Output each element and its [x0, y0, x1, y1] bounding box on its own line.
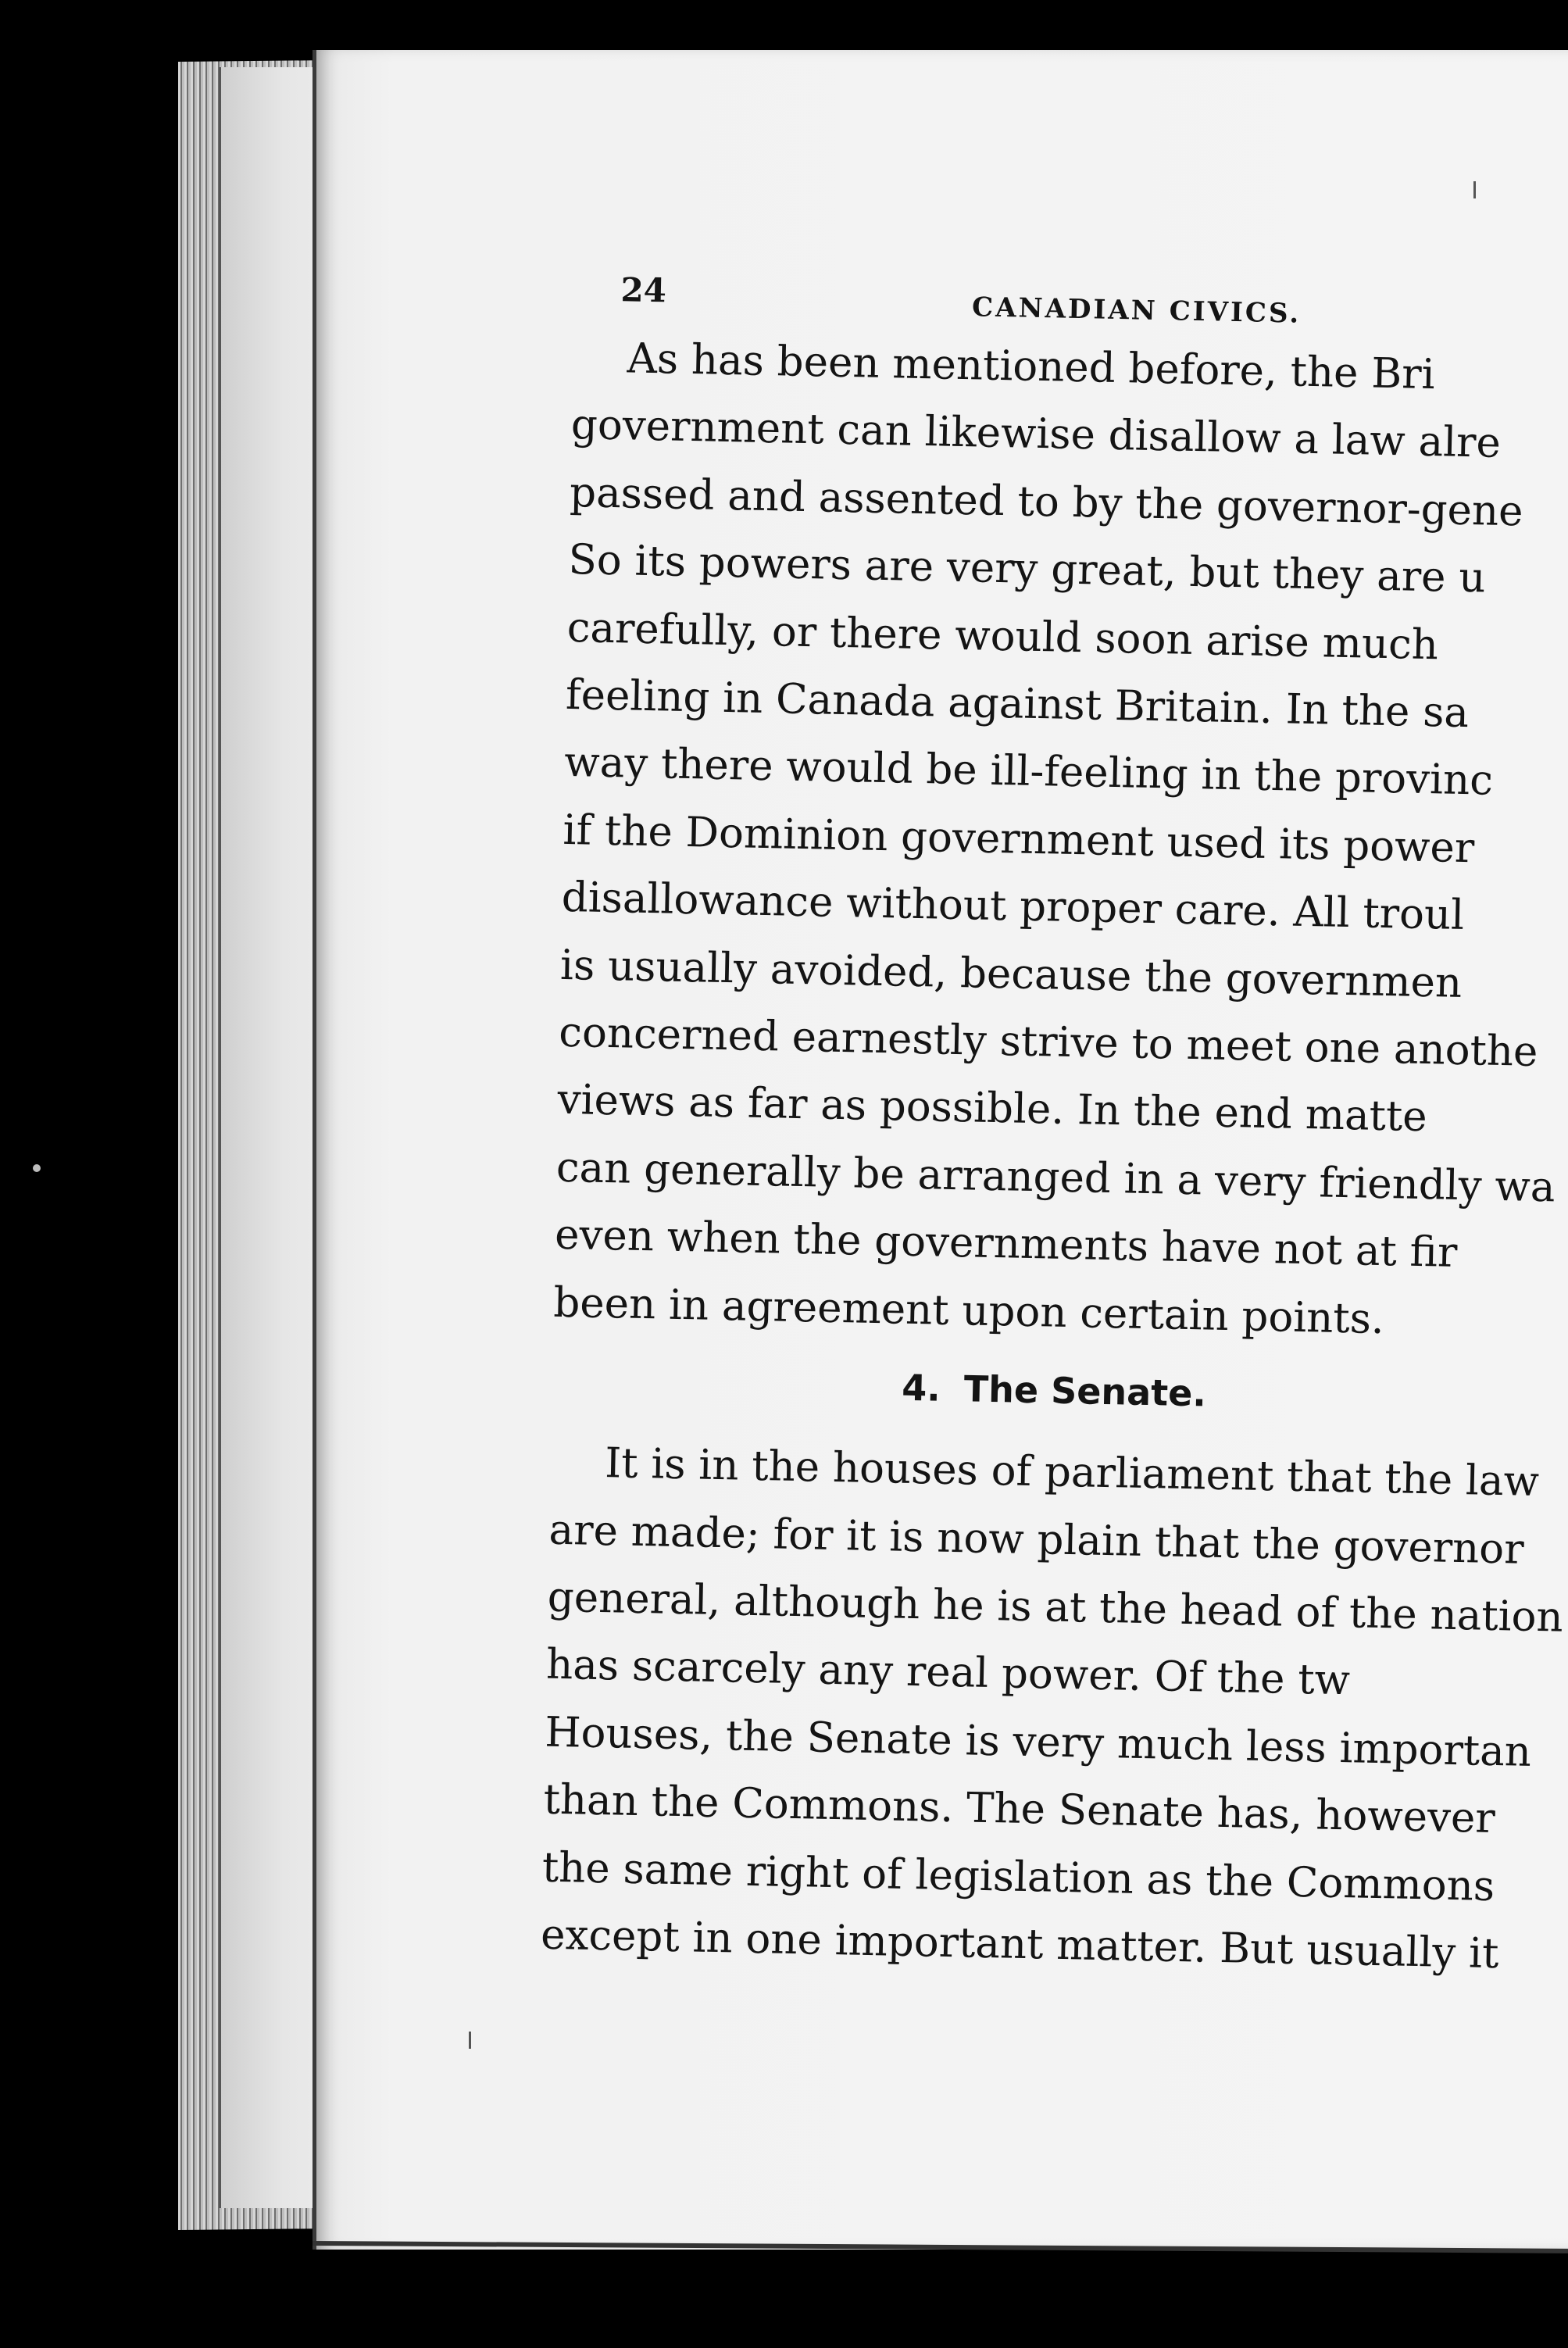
- text-line: So its powers are very great, but they are u: [567, 536, 1487, 602]
- speck: [33, 1164, 41, 1172]
- section-heading: [552, 1349, 1568, 1434]
- text-line: passed and assented to by the governor-gene: [569, 468, 1524, 536]
- text-line: can generally be arranged in a very friendly wa: [555, 1143, 1556, 1212]
- text-line: been in agreement upon certain points.: [552, 1278, 1385, 1343]
- text-line: disallowance without proper care. All troul: [561, 874, 1465, 940]
- text-line: is usually avoided, because the governmen: [559, 941, 1463, 1007]
- text-line: are made; for it is now plain that the governor: [548, 1506, 1525, 1574]
- speck: [469, 2032, 471, 2049]
- text-line: general, although he is at the head of the nation: [547, 1573, 1564, 1642]
- text-line: even when the governments have not at fir: [554, 1211, 1458, 1278]
- text-line: the same right of legislation as the Commons: [541, 1843, 1495, 1910]
- text-line: views as far as possible. In the end matte: [557, 1076, 1428, 1142]
- text-line: than the Commons. The Senate has, however: [543, 1775, 1496, 1843]
- text-line: Houses, the Senate is very much less importan: [544, 1708, 1532, 1776]
- running-title: CANADIAN CIVICS.: [971, 291, 1302, 330]
- text-line: government can likewise disallow a law alre: [570, 401, 1502, 468]
- paragraph: [553, 324, 1568, 1359]
- speck: [1473, 181, 1476, 198]
- text-line: if the Dominion government used its power: [562, 806, 1475, 873]
- text-line: It is in the houses of parliament that the law: [604, 1439, 1540, 1506]
- text-line: As has been mentioned before, the Bri: [627, 334, 1436, 399]
- paragraph: [540, 1429, 1568, 1991]
- text-line: carefully, or there would soon arise much: [566, 603, 1439, 669]
- text-line: has scarcely any real power. Of the tw: [545, 1640, 1351, 1705]
- section-title: The Senate.: [963, 1367, 1207, 1415]
- page-number: 24: [620, 270, 667, 310]
- text-line: way there would be ill-feeling in the provinc: [563, 738, 1494, 806]
- text-line: concerned earnestly strive to meet one anothe: [558, 1008, 1539, 1077]
- text-line: feeling in Canada against Britain. In the sa: [565, 670, 1470, 738]
- page-text: [540, 270, 1568, 1991]
- text-line: except in one important matter. But usually it: [540, 1910, 1499, 1978]
- section-number: 4.: [901, 1366, 941, 1410]
